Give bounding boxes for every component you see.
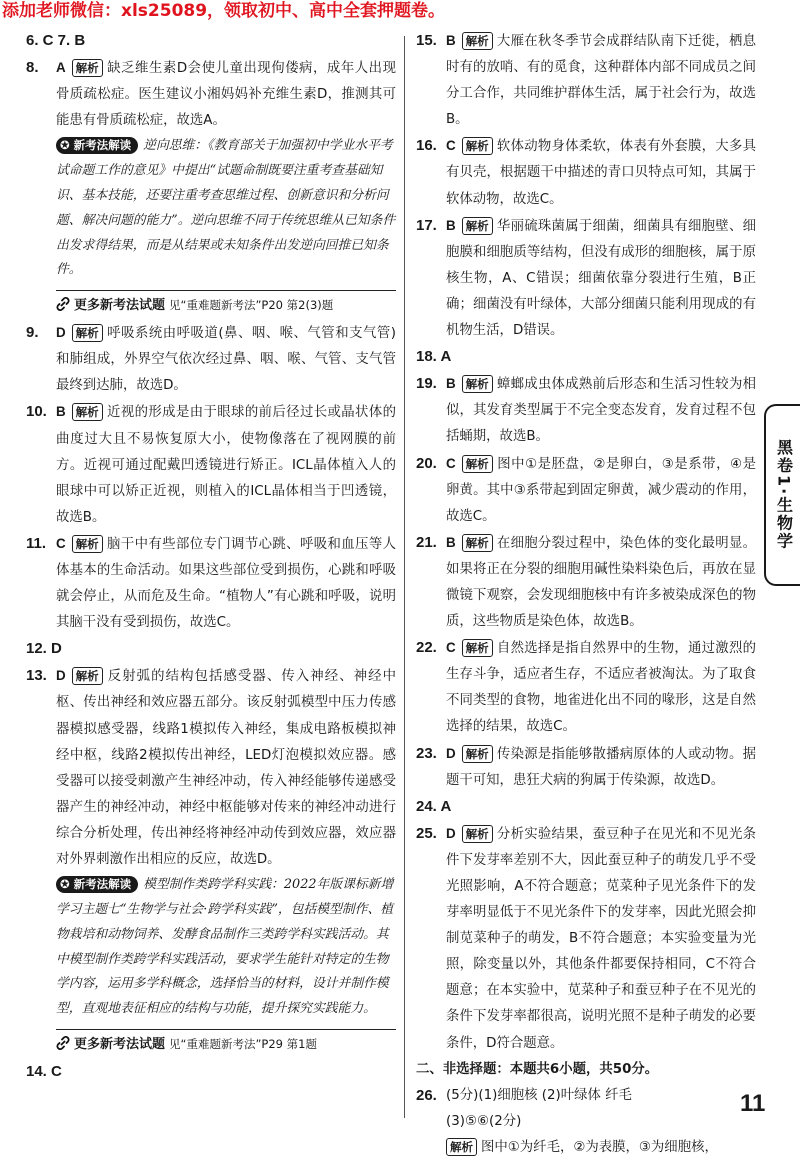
answer-entry-11 xyxy=(26,531,396,636)
answer-entry-18 xyxy=(416,344,756,371)
answer-entry-14 xyxy=(26,1059,396,1086)
answer-entry-26 xyxy=(416,1083,756,1161)
analysis-text: 传染源是指能够散播病原体的人或动物。据题干可知，患狂犬病的狗属于传染源，故选D。 xyxy=(446,746,756,788)
analysis-tag: 解析 xyxy=(72,59,103,77)
analysis-text: 图中①是胚盘，②是卵白，③是系带，④是卵黄。其中③系带起到固定卵黄，减少震动的作用，故选C。 xyxy=(446,456,756,524)
answer-letter: A xyxy=(56,60,66,76)
bulb-icon: ✪ xyxy=(60,138,74,153)
question-number: 20. xyxy=(416,454,437,472)
answer-letter: C xyxy=(56,535,66,551)
question-number: 21. xyxy=(416,533,437,551)
analysis-tag: 解析 xyxy=(446,1138,477,1156)
question-number: 22. xyxy=(416,639,437,657)
answer-entry-13 xyxy=(26,663,396,873)
answer-line: 24. A xyxy=(416,797,452,815)
question-number: 23. xyxy=(416,744,437,762)
answer-entry-6-7 xyxy=(26,28,396,55)
analysis-text: 反射弧的结构包括感受器、传入神经、神经中枢、传出神经和效应器五部分。该反射弧模型中压力传感器模拟感受器，线路1模拟传入神经，集成电路板模拟神经中枢，线路2模拟传出神经，LED灯泡模拟效应器。感受器可以接受刺激产生神经冲动，传入神经能够传递感受器产生的神经冲动，神经中枢能够对传来的神经冲动进行综合分析处理，传出神经将神经冲动传到效应器，效应器对外界刺激作出相应的反应，故选D。 xyxy=(56,669,396,868)
new-exam-note xyxy=(26,873,396,1022)
answer-entry-25 xyxy=(416,821,756,1057)
answer-line: 6. C 7. B xyxy=(26,32,86,49)
question-number: 10. xyxy=(26,403,47,421)
answer-letter: D xyxy=(446,745,456,761)
answer-entry-21 xyxy=(416,530,756,635)
analysis-text: 呼吸系统由呼吸道(鼻、咽、喉、气管和支气管)和肺组成，外界空气依次经过鼻、咽、喉、气管、支气管最终到达肺，故选D。 xyxy=(56,326,396,394)
question-number: 26. xyxy=(416,1086,437,1104)
note-text: 模型制作类跨学科实践：2022年版课标新增学习主题七“生物学与社会·跨学科实践”，包括模型制作、植物栽培和动物饲养、发酵食品制作三类跨学科实践活动。其中模型制作类跨学科实践活动，要求学生能针对特定的生物学内容，运用多学科概念，选择恰当的材料，设计并制作模型，直观地表征相应的结构与功能，提升探究实践能力。 xyxy=(56,877,394,1017)
analysis-tag: 解析 xyxy=(72,324,103,342)
question-number: 16. xyxy=(416,137,437,155)
left-column xyxy=(26,28,396,1086)
analysis-text: 脑干中有些部位专门调节心跳、呼吸和血压等人体基本的生命活动。如果这些部位受到损伤，心跳和呼吸就会停止，从而危及生命。“植物人”有心跳和呼吸，说明其脑干没有受到损伤，故选C。 xyxy=(56,536,396,631)
analysis-tag: 解析 xyxy=(462,217,493,235)
analysis-text: 缺乏维生素D会使儿童出现佝偻病，成年人出现骨质疏松症。医生建议小湘妈妈补充维生素D，推测其可能患有骨质疏松症，故选A。 xyxy=(56,61,396,129)
more-title: 更多新考法试题 xyxy=(74,298,166,314)
question-number: 8. xyxy=(26,59,39,77)
analysis-tag: 解析 xyxy=(72,667,103,685)
analysis-tag: 解析 xyxy=(462,745,493,763)
link-icon xyxy=(56,297,70,311)
question-number: 17. xyxy=(416,216,437,234)
answer-letter: D xyxy=(56,668,66,684)
new-exam-label: ✪ 新考法解读 xyxy=(56,137,138,154)
more-reference: 见“重难题新考法”P20 第2(3)题 xyxy=(169,298,334,313)
answer-letter: B xyxy=(446,33,456,48)
answer-entry-19 xyxy=(416,371,756,450)
promo-banner: 添加老师微信：xls25089，领取初中、高中全套押题卷。 xyxy=(2,1,446,21)
analysis-tag: 解析 xyxy=(462,375,493,393)
answer-entry-24 xyxy=(416,794,756,821)
answer-line: (5分)(1)细胞核 (2)叶绿体 纤毛 xyxy=(446,1087,632,1103)
question-number: 25. xyxy=(416,824,437,842)
subject-side-tab: 黑卷1·生物学 xyxy=(764,404,800,586)
question-number: 13. xyxy=(26,667,47,685)
answer-entry-15 xyxy=(416,28,756,133)
new-exam-note xyxy=(26,134,396,283)
answer-line: (3)⑤⑥(2分) xyxy=(446,1113,522,1129)
answer-entry-23 xyxy=(416,741,756,794)
answer-letter: B xyxy=(446,217,456,233)
answer-entry-20 xyxy=(416,451,756,530)
question-number: 11. xyxy=(26,534,47,552)
question-number: 15. xyxy=(416,32,437,49)
section-heading: 二、非选择题：本题共6小题，共50分。 xyxy=(416,1061,659,1077)
analysis-line xyxy=(446,1135,756,1161)
analysis-text: 华丽硫珠菌属于细菌，细菌具有细胞壁、细胞膜和细胞质等结构，但没有成形的细胞核，属于原核生物，A、C错误；细菌依靠分裂进行生殖，B正确；细菌没有叶绿体，大部分细菌只能利用现成的有机物生活，D错误。 xyxy=(446,218,756,339)
note-text: 逆向思维：《教育部关于加强初中学业水平考试命题工作的意见》中提出“试题命制既要注重考查基础知识、基本技能，还要注重考查思维过程、创新意识和分析问题、解决问题的能力”。逆向思维不同于传统思维从已知条件出发求得结果，而是从结果或未知条件出发逆向回推已知条件。 xyxy=(56,138,396,278)
analysis-tag: 解析 xyxy=(462,32,493,50)
analysis-text: 自然选择是指自然界中的生物，通过激烈的生存斗争，适应者生存，不适应者被淘汰。为了取食不同类型的食物，地雀进化出不同的喙形，这是自然选择的结果，故选C。 xyxy=(446,641,756,735)
answer-entry-9 xyxy=(26,320,396,399)
analysis-text: 在细胞分裂过程中，染色体的变化最明显。如果将正在分裂的细胞用碱性染料染色后，再放在显微镜下观察，会发现细胞核中有许多被染成深色的物质，这些物质是染色体，故选B。 xyxy=(446,535,756,630)
column-divider xyxy=(404,36,405,1118)
question-number: 19. xyxy=(416,375,437,393)
bulb-icon: ✪ xyxy=(60,877,74,892)
answer-letter: B xyxy=(56,404,66,420)
right-column xyxy=(416,28,756,1161)
more-title: 更多新考法试题 xyxy=(74,1036,166,1052)
answer-line: 18. A xyxy=(416,348,452,366)
answer-letter: C xyxy=(446,640,456,656)
analysis-text: 分析实验结果，蚕豆种子在见光和不见光条件下发芽率差别不大，因此蚕豆种子的萌发几乎不受光照影响，A不符合题意；苋菜种子见光条件下的发芽率明显低于不见光条件下的发芽率，因此光照会抑制苋菜种子的萌发，B不符合题意；本实验变量为光照，除变量以外，其他条件都要保持相同，C不符合题意；在本实验中，苋菜种子和蚕豆种子在不见光的条件下发芽率都很高，说明光照不是种子萌发的必要条件，D符合题意。 xyxy=(446,826,756,1051)
answer-letter: B xyxy=(446,376,456,392)
analysis-tag: 解析 xyxy=(72,403,103,421)
answer-entry-17 xyxy=(416,213,756,344)
answer-entry-12 xyxy=(26,636,396,663)
answer-entry-8 xyxy=(26,55,396,134)
answer-letter: B xyxy=(446,534,456,550)
analysis-text: 大雁在秋冬季节会成群结队南下迁徙，栖息时有的放哨、有的觅食，这种群体内部不同成员之间分工合作，共同维护群体生活，属于社会行为，故选B。 xyxy=(446,34,756,128)
analysis-text: 图中①为纤毛，②为表膜，③为细胞核， xyxy=(481,1139,718,1155)
more-questions-bar xyxy=(56,290,396,315)
new-exam-label: ✪ 新考法解读 xyxy=(56,876,138,893)
answer-entry-10 xyxy=(26,399,396,530)
analysis-text: 近视的形成是由于眼球的前后径过长或晶状体的曲度过大且不易恢复原大小，使物像落在了视网膜的前方。近视可通过配戴凹透镜进行矫正。ICL晶体植入人的眼球中可以矫正近视，则植入的ICL晶体相当于凹透镜，故选B。 xyxy=(56,405,396,525)
more-reference: 见“重难题新考法”P29 第1题 xyxy=(169,1036,317,1051)
analysis-tag: 解析 xyxy=(462,639,493,657)
analysis-text: 蟑螂成虫体成熟前后形态和生活习性较为相似，其发育类型属于不完全变态发育，发育过程不包括蛹期，故选B。 xyxy=(446,377,756,445)
question-number: 9. xyxy=(26,324,39,342)
answer-entry-22 xyxy=(416,635,756,740)
answer-letter: D xyxy=(56,325,66,341)
answer-line: 14. C xyxy=(26,1062,62,1080)
answer-letter: D xyxy=(446,825,456,841)
analysis-tag: 解析 xyxy=(462,455,493,473)
analysis-tag: 解析 xyxy=(72,535,103,553)
more-questions-bar xyxy=(56,1029,396,1054)
analysis-tag: 解析 xyxy=(462,137,493,155)
analysis-text: 软体动物身体柔软，体表有外套膜，大多具有贝壳，根据题干中描述的青口贝特点可知，其属于软体动物，故选C。 xyxy=(446,139,756,207)
answer-letter: C xyxy=(446,455,456,471)
analysis-tag: 解析 xyxy=(462,825,493,843)
answer-entry-16 xyxy=(416,133,756,212)
answer-line: 12. D xyxy=(26,640,62,658)
page-number: 11 xyxy=(740,1090,766,1117)
link-icon xyxy=(56,1036,70,1050)
answer-letter: C xyxy=(446,138,456,154)
analysis-tag: 解析 xyxy=(462,534,493,552)
